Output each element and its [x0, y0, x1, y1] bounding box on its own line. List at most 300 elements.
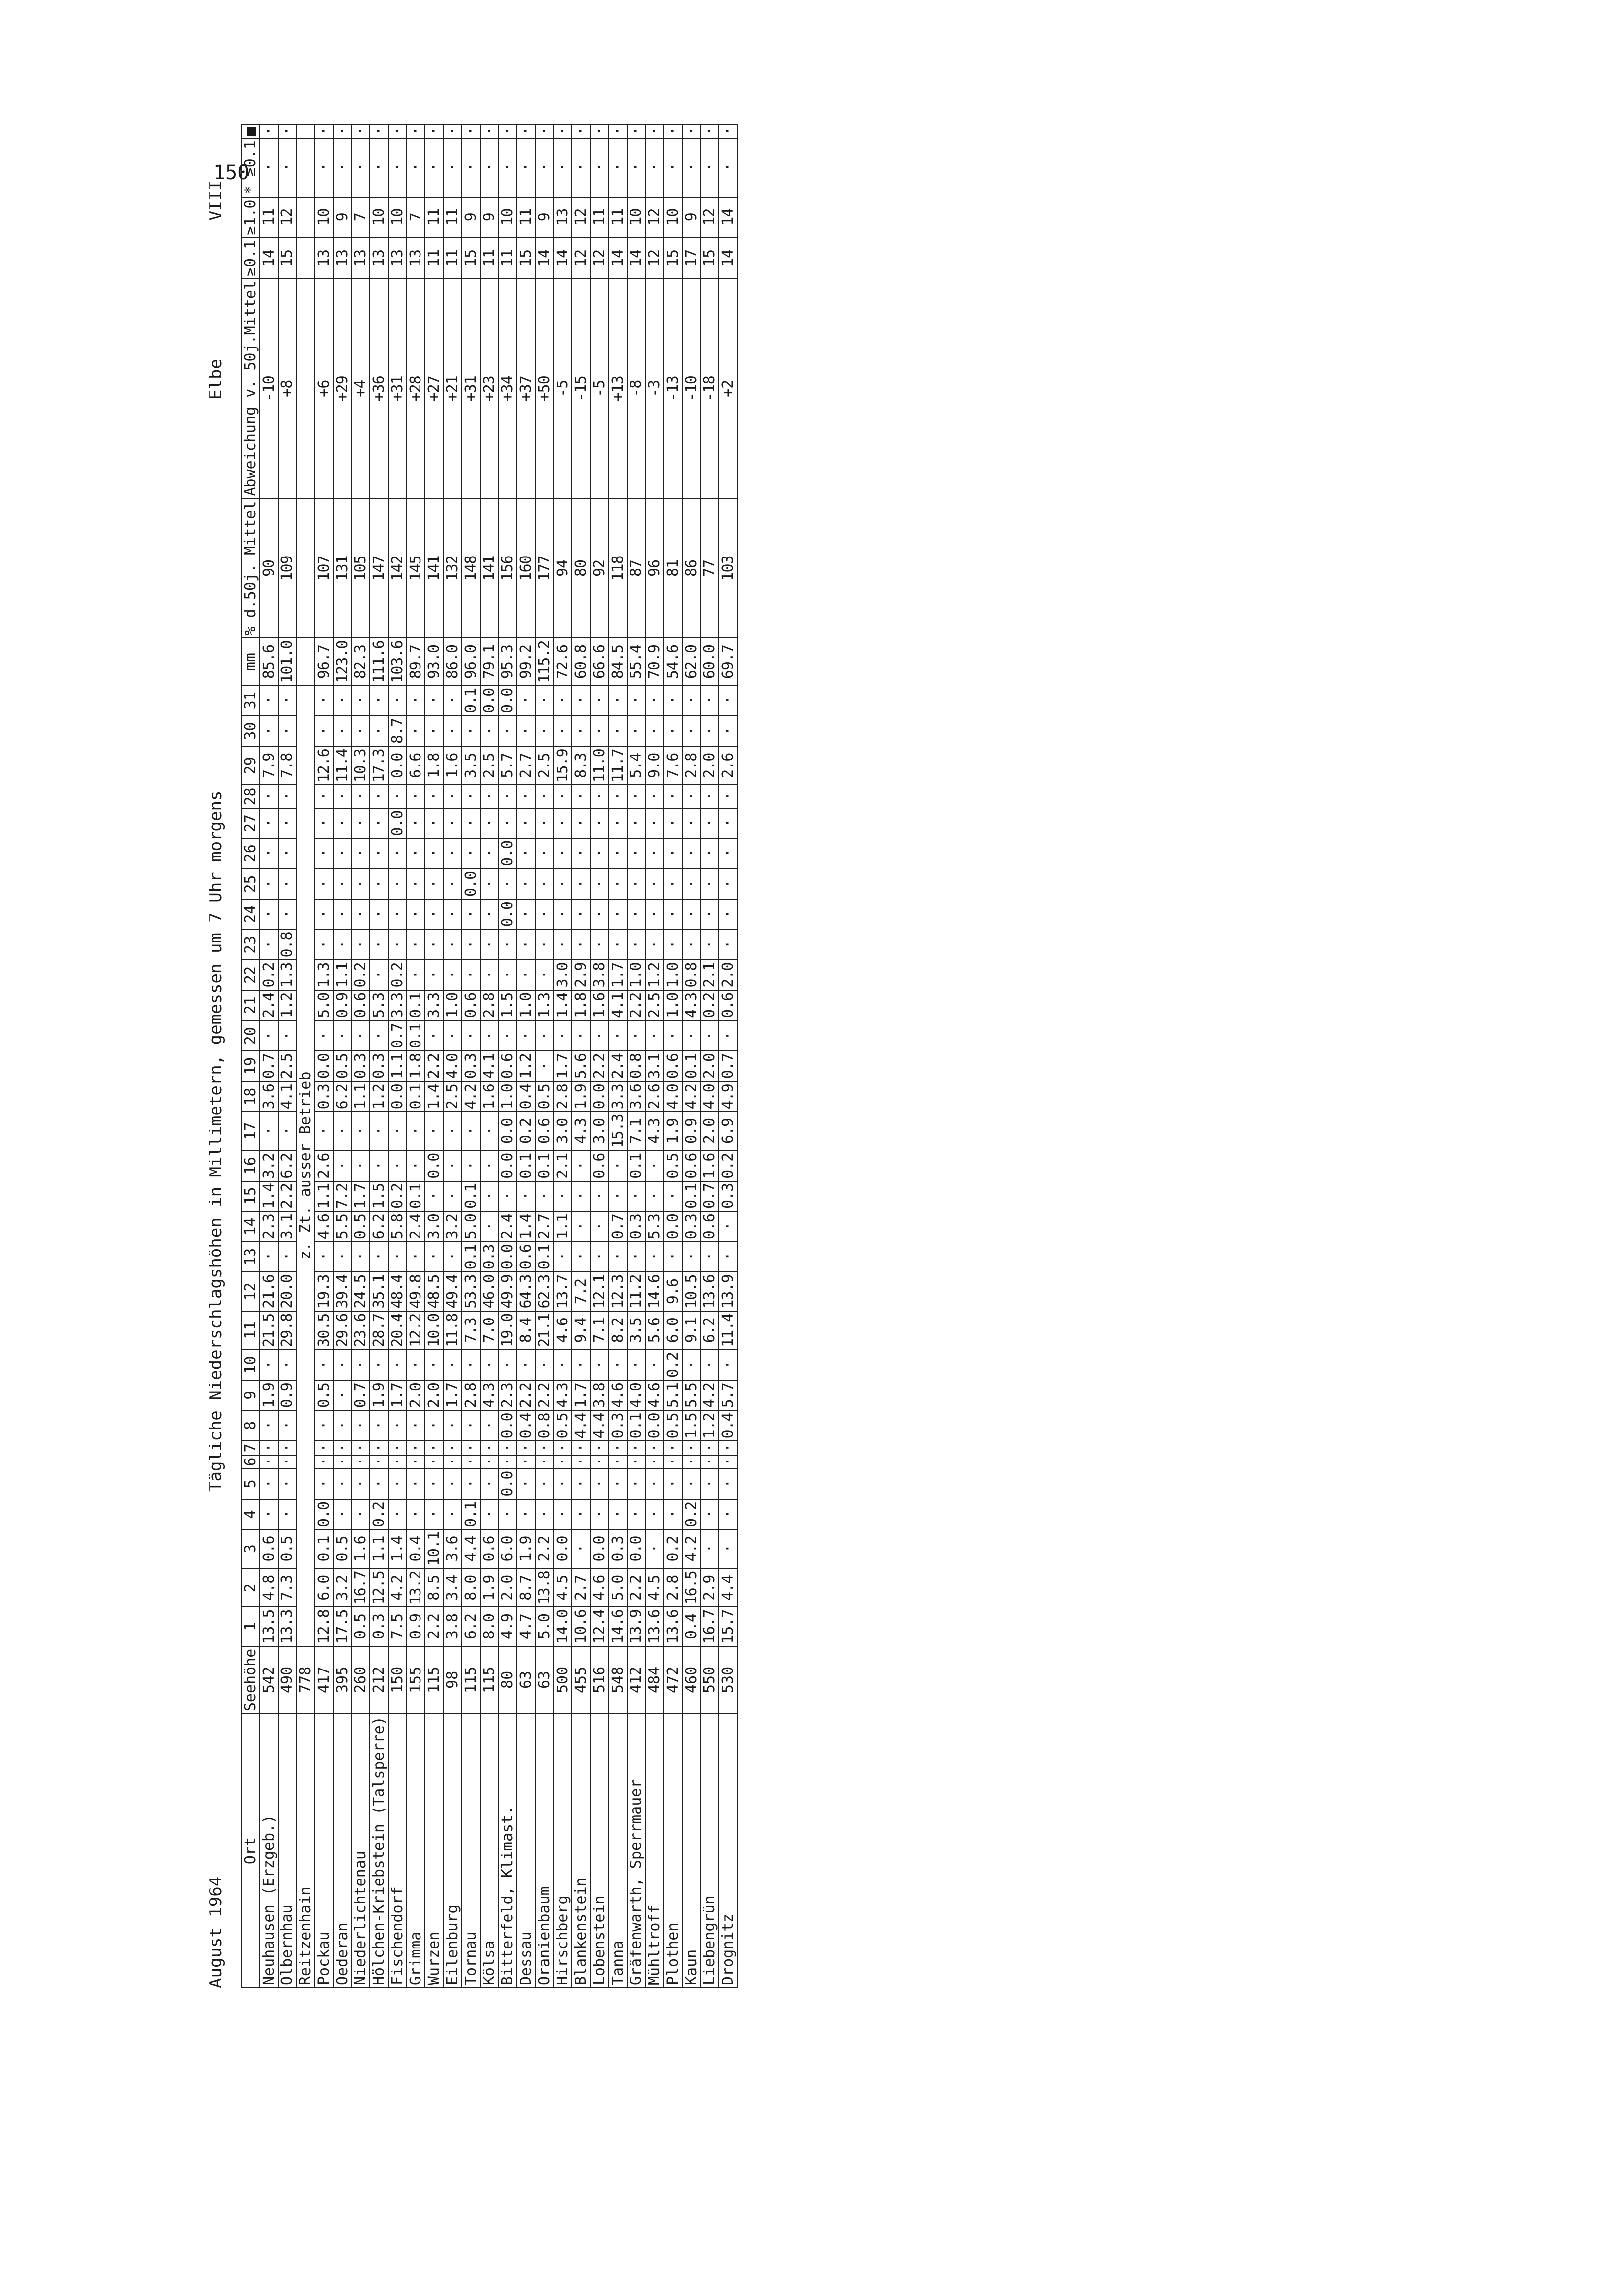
daily-value: 0.3 [462, 1051, 480, 1081]
station-height: 417 [315, 1646, 333, 1714]
daily-value: 6.0 [498, 1530, 517, 1568]
daily-value: 1.5 [370, 1181, 388, 1211]
daily-value: 6.2 [462, 1607, 480, 1646]
daily-value: 0.0 [664, 1211, 682, 1242]
daily-value: · [682, 838, 700, 869]
page-number: 150 [213, 161, 250, 184]
daily-value: · [535, 1441, 554, 1455]
daily-value: · [278, 1499, 296, 1530]
daily-value: · [645, 716, 664, 746]
daily-value: · [370, 808, 388, 838]
daily-value: 0.0 [627, 1530, 645, 1568]
summary-value: 66.6 [590, 638, 609, 685]
daily-value: · [388, 785, 407, 808]
summary-value: +50 [535, 278, 554, 498]
daily-value: 3.3 [388, 990, 407, 1021]
daily-value: · [351, 808, 370, 838]
daily-value: · [627, 1441, 645, 1455]
daily-value: 5.8 [388, 1211, 407, 1242]
summary-value: -3 [645, 278, 664, 498]
daily-value: · [609, 1499, 627, 1530]
daily-value: 0.2 [664, 1530, 682, 1568]
daily-value: 0.1 [407, 1021, 425, 1051]
daily-value: · [682, 899, 700, 929]
summary-value: · [462, 138, 480, 197]
daily-value: · [664, 1455, 682, 1469]
daily-value: 29.8 [278, 1311, 296, 1350]
daily-value: 2.2 [535, 1380, 554, 1410]
summary-value: 9 [333, 197, 351, 238]
daily-value: 2.8 [480, 990, 498, 1021]
daily-value: · [425, 1469, 443, 1499]
station-height: 550 [700, 1646, 719, 1714]
daily-value: · [388, 869, 407, 899]
daily-value: 1.4 [260, 1181, 278, 1211]
summary-value: -13 [664, 278, 682, 498]
daily-value: · [609, 838, 627, 869]
station-name: Oranienbaum [535, 1714, 554, 1988]
summary-value: 156 [498, 499, 517, 638]
summary-value: 15 [278, 238, 296, 278]
daily-value: · [535, 869, 554, 899]
station-name: Hölchen-Kriebstein (Talsperre) [370, 1714, 388, 1988]
daily-value: · [645, 838, 664, 869]
daily-value: 5.0 [535, 1607, 554, 1646]
summary-value: 89.7 [407, 638, 425, 685]
daily-value: 16.7 [351, 1568, 370, 1607]
daily-value: 13.2 [407, 1568, 425, 1607]
daily-value: 3.0 [425, 1211, 443, 1242]
station-height: 98 [443, 1646, 462, 1714]
daily-value: · [572, 838, 590, 869]
summary-value: -10 [260, 278, 278, 498]
summary-value: 54.6 [664, 638, 682, 685]
summary-value: · [462, 124, 480, 138]
daily-value: · [645, 1242, 664, 1272]
summary-value: +4 [351, 278, 370, 498]
precipitation-sheet [206, 127, 1502, 1988]
summary-value: 12 [645, 238, 664, 278]
daily-value: 0.1 [407, 990, 425, 1021]
daily-value: · [260, 1112, 278, 1150]
daily-value: · [480, 869, 498, 899]
summary-value: · [278, 138, 296, 197]
daily-value: 5.3 [370, 990, 388, 1021]
daily-value: 9.4 [572, 1311, 590, 1350]
daily-value: 2.8 [664, 1568, 682, 1607]
daily-value: 0.7 [260, 1051, 278, 1081]
station-row [554, 124, 572, 1988]
daily-value: 1.9 [572, 1081, 590, 1112]
daily-value: · [315, 929, 333, 960]
daily-value: 1.8 [407, 1051, 425, 1081]
daily-value: · [498, 785, 517, 808]
daily-value: 9.6 [664, 1272, 682, 1311]
daily-value: · [407, 808, 425, 838]
daily-value: · [443, 1350, 462, 1380]
station-row [315, 124, 333, 1988]
daily-value: 1.7 [351, 1181, 370, 1211]
daily-value: · [517, 716, 535, 746]
daily-value: · [315, 899, 333, 929]
daily-value: · [315, 1021, 333, 1051]
daily-value: 0.3 [370, 1051, 388, 1081]
daily-value: · [333, 1350, 351, 1380]
summary-value [296, 138, 315, 197]
summary-value: · [700, 138, 719, 197]
daily-value: 0.6 [498, 1051, 517, 1081]
summary-value: 13 [351, 238, 370, 278]
daily-value: 0.2 [682, 1499, 700, 1530]
daily-value: 4.9 [719, 1081, 737, 1112]
daily-value: · [517, 808, 535, 838]
daily-value: · [480, 838, 498, 869]
daily-value: · [443, 1499, 462, 1530]
station-row [443, 124, 462, 1988]
daily-value: 0.5 [535, 1081, 554, 1112]
daily-value: 0.0 [315, 1051, 333, 1081]
daily-value: · [443, 1181, 462, 1211]
summary-value: 13 [407, 238, 425, 278]
daily-value: · [315, 1441, 333, 1455]
daily-value: · [664, 785, 682, 808]
daily-value: 0.1 [627, 1410, 645, 1441]
station-row [498, 124, 517, 1988]
daily-value: 2.6 [719, 746, 737, 785]
daily-value: · [535, 1455, 554, 1469]
daily-value: 16.7 [700, 1607, 719, 1646]
daily-value: · [370, 960, 388, 990]
summary-ge10: ≥1.0 [241, 197, 260, 238]
daily-value: 19.0 [498, 1311, 517, 1350]
summary-value: · [572, 138, 590, 197]
daily-value: · [260, 1410, 278, 1441]
daily-value: · [351, 1455, 370, 1469]
summary-value: 141 [425, 499, 443, 638]
daily-value: 6.0 [664, 1311, 682, 1350]
summary-value: 14 [627, 238, 645, 278]
summary-value: 72.6 [554, 638, 572, 685]
daily-value: · [480, 1499, 498, 1530]
daily-value: · [351, 1242, 370, 1272]
summary-value: +34 [498, 278, 517, 498]
daily-value: 4.2 [700, 1380, 719, 1410]
daily-value: 0.4 [682, 1607, 700, 1646]
daily-value: · [370, 1021, 388, 1051]
daily-value: · [443, 716, 462, 746]
summary-value: 15 [462, 238, 480, 278]
daily-value: 6.9 [719, 1112, 737, 1150]
daily-value: · [645, 929, 664, 960]
daily-value: · [517, 1469, 535, 1499]
daily-value: · [388, 686, 407, 716]
summary-value: · [590, 124, 609, 138]
daily-value: · [609, 1242, 627, 1272]
summary-value: -10 [682, 278, 700, 498]
daily-value: · [425, 960, 443, 990]
daily-value: 24.5 [351, 1272, 370, 1311]
summary-value: 131 [333, 499, 351, 638]
daily-value: 2.4 [609, 1051, 627, 1081]
daily-value: · [278, 1112, 296, 1150]
daily-value: 4.3 [480, 1380, 498, 1410]
day-number: 7 [241, 1441, 260, 1455]
station-name: Gräfenwarth, Sperrmauer [627, 1714, 645, 1988]
daily-value: 5.0 [609, 1568, 627, 1607]
daily-value: 4.2 [462, 1081, 480, 1112]
daily-value: · [554, 686, 572, 716]
summary-value: 115.2 [535, 638, 554, 685]
daily-value: · [517, 686, 535, 716]
station-name: Tornau [462, 1714, 480, 1988]
station-name: Wurzen [425, 1714, 443, 1988]
summary-value [296, 124, 315, 138]
day-number: 19 [241, 1051, 260, 1081]
daily-value: · [664, 838, 682, 869]
daily-value: 4.0 [443, 1051, 462, 1081]
daily-value: · [645, 1441, 664, 1455]
daily-value: 0.1 [462, 1181, 480, 1211]
station-height: 484 [645, 1646, 664, 1714]
daily-value: 2.2 [278, 1181, 296, 1211]
daily-value: · [682, 1242, 700, 1272]
daily-value: · [480, 785, 498, 808]
summary-value: 87 [627, 499, 645, 638]
daily-value: · [425, 1112, 443, 1150]
daily-value: · [609, 899, 627, 929]
daily-value: · [572, 929, 590, 960]
daily-value: 11.8 [443, 1311, 462, 1350]
daily-value: · [498, 1350, 517, 1380]
daily-value: · [480, 1350, 498, 1380]
daily-value: 5.4 [627, 746, 645, 785]
daily-value: 19.3 [315, 1272, 333, 1311]
daily-value: 2.0 [719, 960, 737, 990]
summary-value: 141 [480, 499, 498, 638]
daily-value: · [462, 1151, 480, 1181]
daily-value: · [370, 686, 388, 716]
station-name: Lobenstein [590, 1714, 609, 1988]
summary-value: 15 [517, 238, 535, 278]
daily-value: · [590, 899, 609, 929]
daily-value: 0.6 [480, 1530, 498, 1568]
daily-value: 1.2 [370, 1081, 388, 1112]
daily-value: 1.7 [388, 1380, 407, 1410]
summary-value: 14 [609, 238, 627, 278]
summary-value: · [498, 138, 517, 197]
daily-value: · [425, 899, 443, 929]
daily-value: · [627, 1499, 645, 1530]
daily-value: · [278, 838, 296, 869]
summary-value: 11 [480, 238, 498, 278]
daily-value: · [517, 1455, 535, 1469]
station-height: 155 [407, 1646, 425, 1714]
daily-value: 12.6 [315, 746, 333, 785]
summary-value: +36 [370, 278, 388, 498]
daily-value: · [700, 838, 719, 869]
summary-value: 81 [664, 499, 682, 638]
daily-value: 1.9 [517, 1530, 535, 1568]
station-height: 778 [296, 1646, 315, 1714]
daily-value: · [315, 1469, 333, 1499]
summary-value: · [315, 124, 333, 138]
daily-value: 5.6 [572, 1051, 590, 1081]
daily-value: · [370, 929, 388, 960]
daily-value: · [682, 808, 700, 838]
summary-value: · [351, 138, 370, 197]
daily-value: · [462, 1410, 480, 1441]
daily-value: 4.1 [609, 990, 627, 1021]
station-row [682, 124, 700, 1988]
daily-value: · [351, 899, 370, 929]
daily-value: 0.0 [498, 1469, 517, 1499]
header-section: VIII [206, 180, 226, 221]
daily-value: · [590, 1469, 609, 1499]
summary-value: 11 [609, 197, 627, 238]
summary-value: 10 [370, 197, 388, 238]
day-number: 2 [241, 1568, 260, 1607]
daily-value: · [609, 1350, 627, 1380]
daily-value: 3.1 [278, 1211, 296, 1242]
daily-value: · [278, 808, 296, 838]
station-height: 548 [609, 1646, 627, 1714]
daily-value: · [535, 1181, 554, 1211]
day-number: 9 [241, 1380, 260, 1410]
summary-value: +31 [388, 278, 407, 498]
daily-value: 0.5 [554, 1410, 572, 1441]
summary-value: · [682, 124, 700, 138]
summary-value [296, 499, 315, 638]
daily-value: 30.5 [315, 1311, 333, 1350]
daily-value: 13.9 [627, 1607, 645, 1646]
daily-value: · [388, 1410, 407, 1441]
daily-value: 0.6 [590, 1151, 609, 1181]
daily-value: 4.6 [315, 1211, 333, 1242]
station-height: 63 [535, 1646, 554, 1714]
daily-value: 7.6 [664, 746, 682, 785]
daily-value: · [645, 785, 664, 808]
daily-value: 4.4 [572, 1410, 590, 1441]
daily-value: 8.7 [388, 716, 407, 746]
daily-value: · [572, 1211, 590, 1242]
daily-value: · [407, 686, 425, 716]
daily-value: · [609, 1441, 627, 1455]
station-name: Blankenstein [572, 1714, 590, 1988]
daily-value: · [664, 1499, 682, 1530]
daily-value: · [590, 1242, 609, 1272]
daily-value: · [278, 686, 296, 716]
daily-value: · [260, 838, 278, 869]
station-name: Neuhausen (Erzgeb.) [260, 1714, 278, 1988]
header-river: Elbe [206, 359, 226, 400]
daily-value: · [609, 785, 627, 808]
daily-value: 2.2 [425, 1607, 443, 1646]
daily-value: · [590, 808, 609, 838]
daily-value: · [517, 1441, 535, 1455]
daily-value: · [554, 1441, 572, 1455]
station-height: 150 [388, 1646, 407, 1714]
summary-value: 10 [498, 197, 517, 238]
daily-value: · [370, 1350, 388, 1380]
daily-value: · [278, 785, 296, 808]
station-name: Fischendorf [388, 1714, 407, 1988]
daily-value: · [315, 808, 333, 838]
summary-value: -5 [554, 278, 572, 498]
daily-value: 7.3 [462, 1311, 480, 1350]
header-title: Tägliche Niederschlagshöhen in Millimetern, gemessen um 7 Uhr morgens [206, 790, 226, 1492]
daily-value: 4.3 [554, 1380, 572, 1410]
daily-value: 15.9 [554, 746, 572, 785]
daily-value: · [388, 929, 407, 960]
summary-value: 10 [315, 197, 333, 238]
daily-value: 0.2 [664, 1350, 682, 1380]
daily-value: · [664, 929, 682, 960]
daily-value: · [700, 1242, 719, 1272]
summary-value: +23 [480, 278, 498, 498]
daily-value: · [609, 686, 627, 716]
daily-value: · [627, 1181, 645, 1211]
daily-value: · [498, 869, 517, 899]
daily-value: · [664, 899, 682, 929]
daily-value: 0.3 [315, 1081, 333, 1112]
daily-value: · [260, 1021, 278, 1051]
daily-value: · [719, 1441, 737, 1455]
day-number: 27 [241, 808, 260, 838]
daily-value: · [609, 1021, 627, 1051]
daily-value: · [370, 1112, 388, 1150]
daily-value: · [535, 1499, 554, 1530]
daily-value: · [407, 869, 425, 899]
summary-value: 9 [535, 197, 554, 238]
daily-value: · [590, 1350, 609, 1380]
daily-value: 3.3 [609, 1081, 627, 1112]
daily-value: · [719, 716, 737, 746]
daily-value: · [535, 716, 554, 746]
station-height: 460 [682, 1646, 700, 1714]
daily-value: · [443, 929, 462, 960]
daily-value: · [278, 1441, 296, 1455]
station-height: 260 [351, 1646, 370, 1714]
daily-value: 4.8 [260, 1568, 278, 1607]
daily-value: · [572, 1350, 590, 1380]
daily-value: 0.5 [278, 1530, 296, 1568]
daily-value: · [425, 1441, 443, 1455]
station-name: Liebengrün [700, 1714, 719, 1988]
day-number: 3 [241, 1530, 260, 1568]
daily-value: · [425, 1021, 443, 1051]
daily-value: 13.6 [645, 1607, 664, 1646]
daily-value: 1.0 [664, 960, 682, 990]
summary-value: +21 [443, 278, 462, 498]
summary-value: -18 [700, 278, 719, 498]
daily-value: · [425, 869, 443, 899]
daily-value: 0.3 [609, 1410, 627, 1441]
daily-value: · [462, 785, 480, 808]
station-height: 395 [333, 1646, 351, 1714]
daily-value: 10.3 [351, 746, 370, 785]
daily-value: 4.4 [719, 1568, 737, 1607]
daily-value: 7.9 [260, 746, 278, 785]
daily-value: · [425, 1455, 443, 1469]
daily-value: · [260, 716, 278, 746]
daily-value: 3.6 [260, 1081, 278, 1112]
summary-value: 11 [590, 197, 609, 238]
daily-value: 1.9 [664, 1112, 682, 1150]
daily-value: 5.5 [333, 1211, 351, 1242]
daily-value: 15.3 [609, 1112, 627, 1150]
daily-value: · [462, 1021, 480, 1051]
daily-value: · [443, 1469, 462, 1499]
